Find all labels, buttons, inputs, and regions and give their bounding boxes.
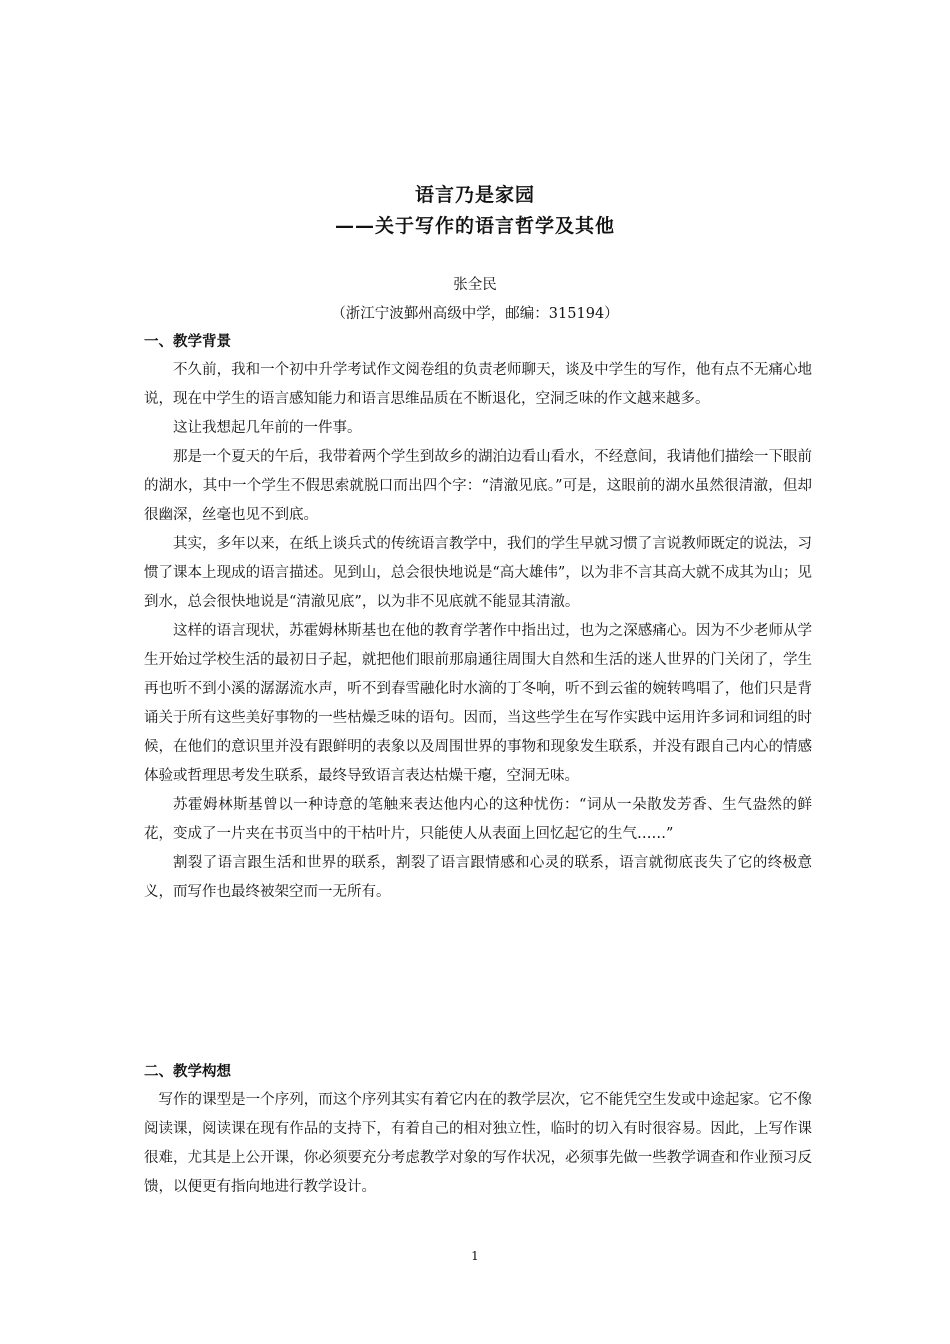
section-teaching-background <box>144 327 812 907</box>
paragraph: 这样的语言现状，苏霍姆林斯基也在他的教育学著作中指出过，也为之深感痛心。因为不少老师从学生开始过学校生活的最初日子起，就把他们眼前那扇通往周围大自然和生活的迷人世界的门关闭了，学生再也听不到小溪的潺潺流水声，听不到春雪融化时水滴的丁冬响，听不到云雀的婉转鸣唱了，他们只是背诵关于所有这些美好事物的一些枯燥乏味的语句。因而，当这些学生在写作实践中运用许多词和词组的时候，在他们的意识里并没有跟鲜明的表象以及周围世界的事物和现象发生联系，并没有跟自己内心的情感体验或哲理思考发生联系，最终导致语言表达枯燥干瘪，空洞无味。 <box>144 623 812 784</box>
paragraph: 苏霍姆林斯基曾以一种诗意的笔触来表达他内心的这种忧伤：“词从一朵散发芳香、生气盎然的鲜花，变成了一片夹在书页当中的干枯叶片，只能使人从表面上回忆起它的生气……” <box>144 797 812 842</box>
paragraph: 写作的课型是一个序列，而这个序列其实有着它内在的教学层次，它不能凭空生发或中途起家。它不像阅读课，阅读课在现有作品的支持下，有着自己的相对独立性，临时的切入有时很容易。因此，上写作课很难，尤其是上公开课，你必须要充分考虑教学对象的写作状况，必须事先做一些教学调查和作业预习反馈，以便更有指向地进行教学设计。 <box>144 1092 812 1195</box>
section-heading: 二、教学构想 <box>144 1063 231 1080</box>
paragraph: 其实，多年以来，在纸上谈兵式的传统语言教学中，我们的学生早就习惯了言说教师既定的说法，习惯了课本上现成的语言描述。见到山，总会很快地说是“高大雄伟”，以为非不言其高大就不成其为山；见到水，总会很快地说是“清澈见底”，以为非不见底就不能显其清澈。 <box>144 536 812 610</box>
section-teaching-concept <box>144 1057 812 1202</box>
paragraph: 这让我想起几年前的一件事。 <box>173 420 362 436</box>
document-title: 语言乃是家园 <box>414 184 535 206</box>
paragraph: 那是一个夏天的午后，我带着两个学生到故乡的湖泊边看山看水，不经意间，我请他们描绘一下眼前的湖水，其中一个学生不假思索就脱口而出四个字：“清澈见底。”可是，这眼前的湖水虽然很清澈，但却很幽深，丝毫也见不到底。 <box>144 449 812 523</box>
page-number: 1 <box>471 1249 479 1263</box>
paragraph: 不久前，我和一个初中升学考试作文阅卷组的负责老师聊天，谈及中学生的写作，他有点不无痛心地说，现在中学生的语言感知能力和语言思维品质在不断退化，空洞乏味的作文越来越多。 <box>144 362 812 407</box>
document-subtitle: ——关于写作的语言哲学及其他 <box>334 215 615 237</box>
section-heading: 一、教学背景 <box>144 333 231 350</box>
paragraph: 割裂了语言跟生活和世界的联系，割裂了语言跟情感和心灵的联系，语言就彻底丧失了它的终极意义，而写作也最终被架空而一无所有。 <box>144 855 812 900</box>
author-affiliation: （浙江宁波鄞州高级中学，邮编：315194） <box>331 306 619 322</box>
author-name: 张全民 <box>453 277 497 293</box>
